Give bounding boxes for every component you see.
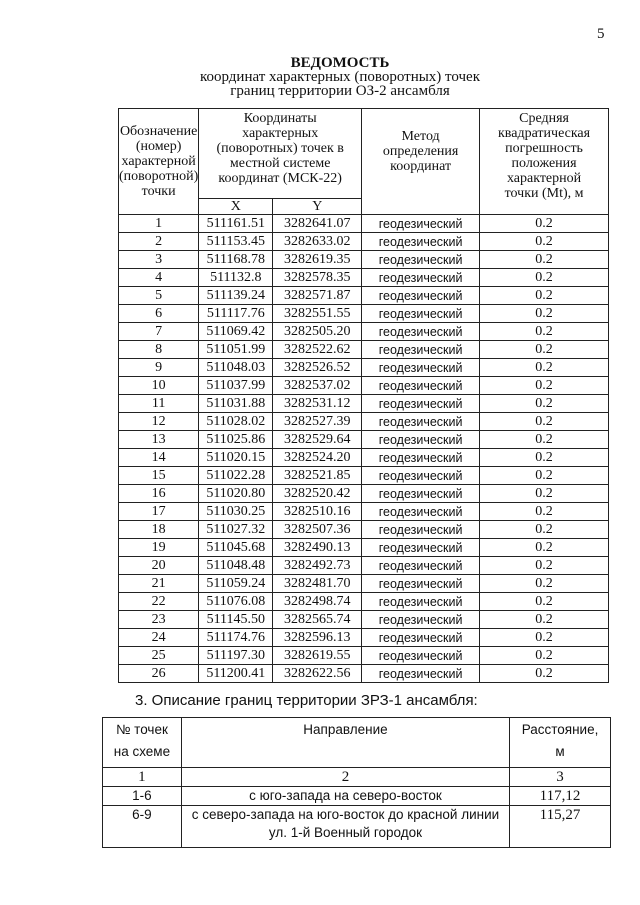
accuracy-cell: 0.2 bbox=[480, 287, 609, 305]
x-coordinate-cell: 511020.15 bbox=[199, 449, 273, 467]
x-coordinate-cell: 511045.68 bbox=[199, 539, 273, 557]
method-cell: геодезический bbox=[362, 215, 480, 233]
method-cell: геодезический bbox=[362, 269, 480, 287]
x-coordinate-cell: 511048.48 bbox=[199, 557, 273, 575]
header-points bbox=[103, 718, 182, 768]
y-coordinate-cell: 3282537.02 bbox=[273, 377, 362, 395]
method-cell: геодезический bbox=[362, 359, 480, 377]
accuracy-cell: 0.2 bbox=[480, 305, 609, 323]
x-coordinate-cell: 511025.86 bbox=[199, 431, 273, 449]
x-coordinate-cell: 511030.25 bbox=[199, 503, 273, 521]
table-row bbox=[119, 485, 609, 503]
header-text: координат bbox=[390, 159, 452, 174]
header-y: Y bbox=[273, 199, 362, 215]
header-text: на схеме bbox=[113, 744, 171, 759]
table-row bbox=[119, 287, 609, 305]
point-number-cell: 22 bbox=[119, 593, 199, 611]
method-cell: геодезический bbox=[362, 521, 480, 539]
header-accuracy bbox=[480, 109, 609, 215]
page-number: 5 bbox=[597, 26, 605, 42]
direction-text: с северо-запада на юго-восток до красной линии bbox=[191, 807, 500, 822]
y-coordinate-cell: 3282492.73 bbox=[273, 557, 362, 575]
y-coordinate-cell: 3282619.35 bbox=[273, 251, 362, 269]
point-number-cell: 16 bbox=[119, 485, 199, 503]
table-row bbox=[119, 665, 609, 683]
accuracy-cell: 0.2 bbox=[480, 557, 609, 575]
accuracy-cell: 0.2 bbox=[480, 233, 609, 251]
point-number-cell: 8 bbox=[119, 341, 199, 359]
x-coordinate-cell: 511200.41 bbox=[199, 665, 273, 683]
method-cell: геодезический bbox=[362, 395, 480, 413]
y-coordinate-cell: 3282490.13 bbox=[273, 539, 362, 557]
points-cell: 6-9 bbox=[103, 806, 182, 848]
column-number: 2 bbox=[181, 768, 509, 787]
y-coordinate-cell: 3282633.02 bbox=[273, 233, 362, 251]
point-number-cell: 18 bbox=[119, 521, 199, 539]
method-cell: геодезический bbox=[362, 611, 480, 629]
y-coordinate-cell: 3282529.64 bbox=[273, 431, 362, 449]
accuracy-cell: 0.2 bbox=[480, 359, 609, 377]
method-cell: геодезический bbox=[362, 629, 480, 647]
table-row bbox=[119, 503, 609, 521]
y-coordinate-cell: 3282524.20 bbox=[273, 449, 362, 467]
direction-cell: с юго-запада на северо-восток bbox=[181, 787, 509, 806]
column-number: 1 bbox=[103, 768, 182, 787]
y-coordinate-cell: 3282551.55 bbox=[273, 305, 362, 323]
coordinates-table bbox=[118, 108, 609, 683]
accuracy-cell: 0.2 bbox=[480, 575, 609, 593]
x-coordinate-cell: 511161.51 bbox=[199, 215, 273, 233]
header-text: (поворотных) точек в bbox=[216, 141, 344, 156]
point-number-cell: 6 bbox=[119, 305, 199, 323]
method-cell: геодезический bbox=[362, 287, 480, 305]
method-cell: геодезический bbox=[362, 431, 480, 449]
y-coordinate-cell: 3282520.42 bbox=[273, 485, 362, 503]
header-text: характерных bbox=[242, 126, 319, 141]
method-cell: геодезический bbox=[362, 233, 480, 251]
table-row bbox=[119, 647, 609, 665]
point-number-cell: 20 bbox=[119, 557, 199, 575]
accuracy-cell: 0.2 bbox=[480, 503, 609, 521]
title-line: координат характерных (поворотных) точек bbox=[199, 69, 481, 85]
method-cell: геодезический bbox=[362, 377, 480, 395]
table-row bbox=[119, 467, 609, 485]
method-cell: геодезический bbox=[362, 449, 480, 467]
point-number-cell: 2 bbox=[119, 233, 199, 251]
method-cell: геодезический bbox=[362, 539, 480, 557]
header-text: местной системе bbox=[229, 156, 331, 171]
table-row bbox=[119, 251, 609, 269]
y-coordinate-cell: 3282481.70 bbox=[273, 575, 362, 593]
accuracy-cell: 0.2 bbox=[480, 629, 609, 647]
table-row bbox=[119, 215, 609, 233]
y-coordinate-cell: 3282578.35 bbox=[273, 269, 362, 287]
y-coordinate-cell: 3282596.13 bbox=[273, 629, 362, 647]
point-number-cell: 10 bbox=[119, 377, 199, 395]
table-row bbox=[119, 413, 609, 431]
section-heading: 3. Описание границ территории ЗРЗ-1 ансамбля: bbox=[135, 692, 478, 709]
header-text: Метод bbox=[401, 129, 440, 144]
table-row bbox=[119, 395, 609, 413]
method-cell: геодезический bbox=[362, 467, 480, 485]
x-coordinate-cell: 511174.76 bbox=[199, 629, 273, 647]
table-row bbox=[119, 323, 609, 341]
y-coordinate-cell: 3282498.74 bbox=[273, 593, 362, 611]
header-text: характерной bbox=[121, 154, 196, 169]
accuracy-cell: 0.2 bbox=[480, 593, 609, 611]
y-coordinate-cell: 3282522.62 bbox=[273, 341, 362, 359]
x-coordinate-cell: 511048.03 bbox=[199, 359, 273, 377]
accuracy-cell: 0.2 bbox=[480, 539, 609, 557]
y-coordinate-cell: 3282641.07 bbox=[273, 215, 362, 233]
x-coordinate-cell: 511031.88 bbox=[199, 395, 273, 413]
accuracy-cell: 0.2 bbox=[480, 521, 609, 539]
y-coordinate-cell: 3282507.36 bbox=[273, 521, 362, 539]
table-row bbox=[119, 539, 609, 557]
method-cell: геодезический bbox=[362, 503, 480, 521]
method-cell: геодезический bbox=[362, 413, 480, 431]
header-x: X bbox=[199, 199, 273, 215]
method-cell: геодезический bbox=[362, 485, 480, 503]
x-coordinate-cell: 511145.50 bbox=[199, 611, 273, 629]
x-coordinate-cell: 511168.78 bbox=[199, 251, 273, 269]
accuracy-cell: 0.2 bbox=[480, 341, 609, 359]
x-coordinate-cell: 511037.99 bbox=[199, 377, 273, 395]
point-number-cell: 26 bbox=[119, 665, 199, 683]
accuracy-cell: 0.2 bbox=[480, 431, 609, 449]
table-row bbox=[119, 629, 609, 647]
table-row bbox=[119, 377, 609, 395]
point-number-cell: 1 bbox=[119, 215, 199, 233]
header-direction: Направление bbox=[181, 718, 509, 768]
header-coordinates bbox=[199, 109, 362, 199]
accuracy-cell: 0.2 bbox=[480, 665, 609, 683]
table-row bbox=[119, 521, 609, 539]
header-designation bbox=[119, 109, 199, 215]
y-coordinate-cell: 3282521.85 bbox=[273, 467, 362, 485]
header-text: (номер) bbox=[135, 139, 182, 154]
point-number-cell: 17 bbox=[119, 503, 199, 521]
point-number-cell: 14 bbox=[119, 449, 199, 467]
header-method bbox=[362, 109, 480, 215]
x-coordinate-cell: 511051.99 bbox=[199, 341, 273, 359]
accuracy-cell: 0.2 bbox=[480, 485, 609, 503]
point-number-cell: 3 bbox=[119, 251, 199, 269]
accuracy-cell: 0.2 bbox=[480, 269, 609, 287]
direction-cell bbox=[181, 806, 509, 848]
header-text: координат (МСК-22) bbox=[218, 171, 342, 186]
point-number-cell: 7 bbox=[119, 323, 199, 341]
accuracy-cell: 0.2 bbox=[480, 377, 609, 395]
method-cell: геодезический bbox=[362, 665, 480, 683]
table-row bbox=[119, 449, 609, 467]
header-text: положения bbox=[511, 156, 577, 171]
table-row bbox=[119, 341, 609, 359]
x-coordinate-cell: 511076.08 bbox=[199, 593, 273, 611]
table-row bbox=[119, 611, 609, 629]
point-number-cell: 24 bbox=[119, 629, 199, 647]
header-text: характерной bbox=[506, 171, 582, 186]
column-number: 3 bbox=[510, 768, 611, 787]
point-number-cell: 11 bbox=[119, 395, 199, 413]
boundary-description-table bbox=[102, 717, 611, 848]
x-coordinate-cell: 511069.42 bbox=[199, 323, 273, 341]
table-row bbox=[103, 787, 611, 806]
point-number-cell: 23 bbox=[119, 611, 199, 629]
x-coordinate-cell: 511132.8 bbox=[199, 269, 273, 287]
accuracy-cell: 0.2 bbox=[480, 251, 609, 269]
point-number-cell: 13 bbox=[119, 431, 199, 449]
header-text: № точек bbox=[115, 722, 168, 737]
accuracy-cell: 0.2 bbox=[480, 215, 609, 233]
header-text: определения bbox=[382, 144, 459, 159]
x-coordinate-cell: 511059.24 bbox=[199, 575, 273, 593]
point-number-cell: 4 bbox=[119, 269, 199, 287]
method-cell: геодезический bbox=[362, 647, 480, 665]
method-cell: геодезический bbox=[362, 323, 480, 341]
table-row bbox=[119, 305, 609, 323]
x-coordinate-cell: 511020.80 bbox=[199, 485, 273, 503]
title-line: границ территории ОЗ-2 ансамбля bbox=[230, 83, 450, 99]
x-coordinate-cell: 511028.02 bbox=[199, 413, 273, 431]
header-text: Координаты bbox=[243, 111, 317, 126]
point-number-cell: 9 bbox=[119, 359, 199, 377]
accuracy-cell: 0.2 bbox=[480, 647, 609, 665]
x-coordinate-cell: 511153.45 bbox=[199, 233, 273, 251]
y-coordinate-cell: 3282565.74 bbox=[273, 611, 362, 629]
accuracy-cell: 0.2 bbox=[480, 413, 609, 431]
y-coordinate-cell: 3282527.39 bbox=[273, 413, 362, 431]
y-coordinate-cell: 3282526.52 bbox=[273, 359, 362, 377]
points-cell: 1-6 bbox=[103, 787, 182, 806]
accuracy-cell: 0.2 bbox=[480, 467, 609, 485]
x-coordinate-cell: 511139.24 bbox=[199, 287, 273, 305]
distance-cell: 117,12 bbox=[510, 787, 611, 806]
header-text: Обозначение bbox=[119, 124, 198, 139]
y-coordinate-cell: 3282619.55 bbox=[273, 647, 362, 665]
document-title bbox=[0, 56, 640, 98]
table-row bbox=[119, 359, 609, 377]
table-row bbox=[103, 806, 611, 848]
y-coordinate-cell: 3282622.56 bbox=[273, 665, 362, 683]
header-distance bbox=[510, 718, 611, 768]
accuracy-cell: 0.2 bbox=[480, 611, 609, 629]
method-cell: геодезический bbox=[362, 251, 480, 269]
header-text: (поворотной) bbox=[119, 169, 199, 184]
header-text: Средняя bbox=[519, 111, 569, 126]
point-number-cell: 12 bbox=[119, 413, 199, 431]
y-coordinate-cell: 3282505.20 bbox=[273, 323, 362, 341]
header-text: Расстояние, bbox=[521, 722, 599, 737]
accuracy-cell: 0.2 bbox=[480, 323, 609, 341]
header-text: точки (Mt), м bbox=[504, 186, 584, 201]
table-row bbox=[119, 557, 609, 575]
x-coordinate-cell: 511022.28 bbox=[199, 467, 273, 485]
table-row bbox=[119, 269, 609, 287]
method-cell: геодезический bbox=[362, 557, 480, 575]
title-line: ВЕДОМОСТЬ bbox=[290, 55, 390, 71]
point-number-cell: 19 bbox=[119, 539, 199, 557]
point-number-cell: 15 bbox=[119, 467, 199, 485]
x-coordinate-cell: 511197.30 bbox=[199, 647, 273, 665]
method-cell: геодезический bbox=[362, 341, 480, 359]
table-row bbox=[119, 431, 609, 449]
table-row bbox=[119, 233, 609, 251]
point-number-cell: 25 bbox=[119, 647, 199, 665]
header-text: квадратическая bbox=[498, 126, 591, 141]
point-number-cell: 5 bbox=[119, 287, 199, 305]
direction-text: ул. 1-й Военный городок bbox=[268, 825, 423, 840]
y-coordinate-cell: 3282531.12 bbox=[273, 395, 362, 413]
accuracy-cell: 0.2 bbox=[480, 449, 609, 467]
table-row bbox=[119, 575, 609, 593]
header-text: погрешность bbox=[505, 141, 583, 156]
method-cell: геодезический bbox=[362, 593, 480, 611]
y-coordinate-cell: 3282571.87 bbox=[273, 287, 362, 305]
table-row bbox=[119, 593, 609, 611]
point-number-cell: 21 bbox=[119, 575, 199, 593]
header-text: точки bbox=[141, 184, 176, 199]
x-coordinate-cell: 511027.32 bbox=[199, 521, 273, 539]
method-cell: геодезический bbox=[362, 305, 480, 323]
x-coordinate-cell: 511117.76 bbox=[199, 305, 273, 323]
distance-cell: 115,27 bbox=[510, 806, 611, 848]
header-text: м bbox=[555, 744, 565, 759]
accuracy-cell: 0.2 bbox=[480, 395, 609, 413]
y-coordinate-cell: 3282510.16 bbox=[273, 503, 362, 521]
method-cell: геодезический bbox=[362, 575, 480, 593]
